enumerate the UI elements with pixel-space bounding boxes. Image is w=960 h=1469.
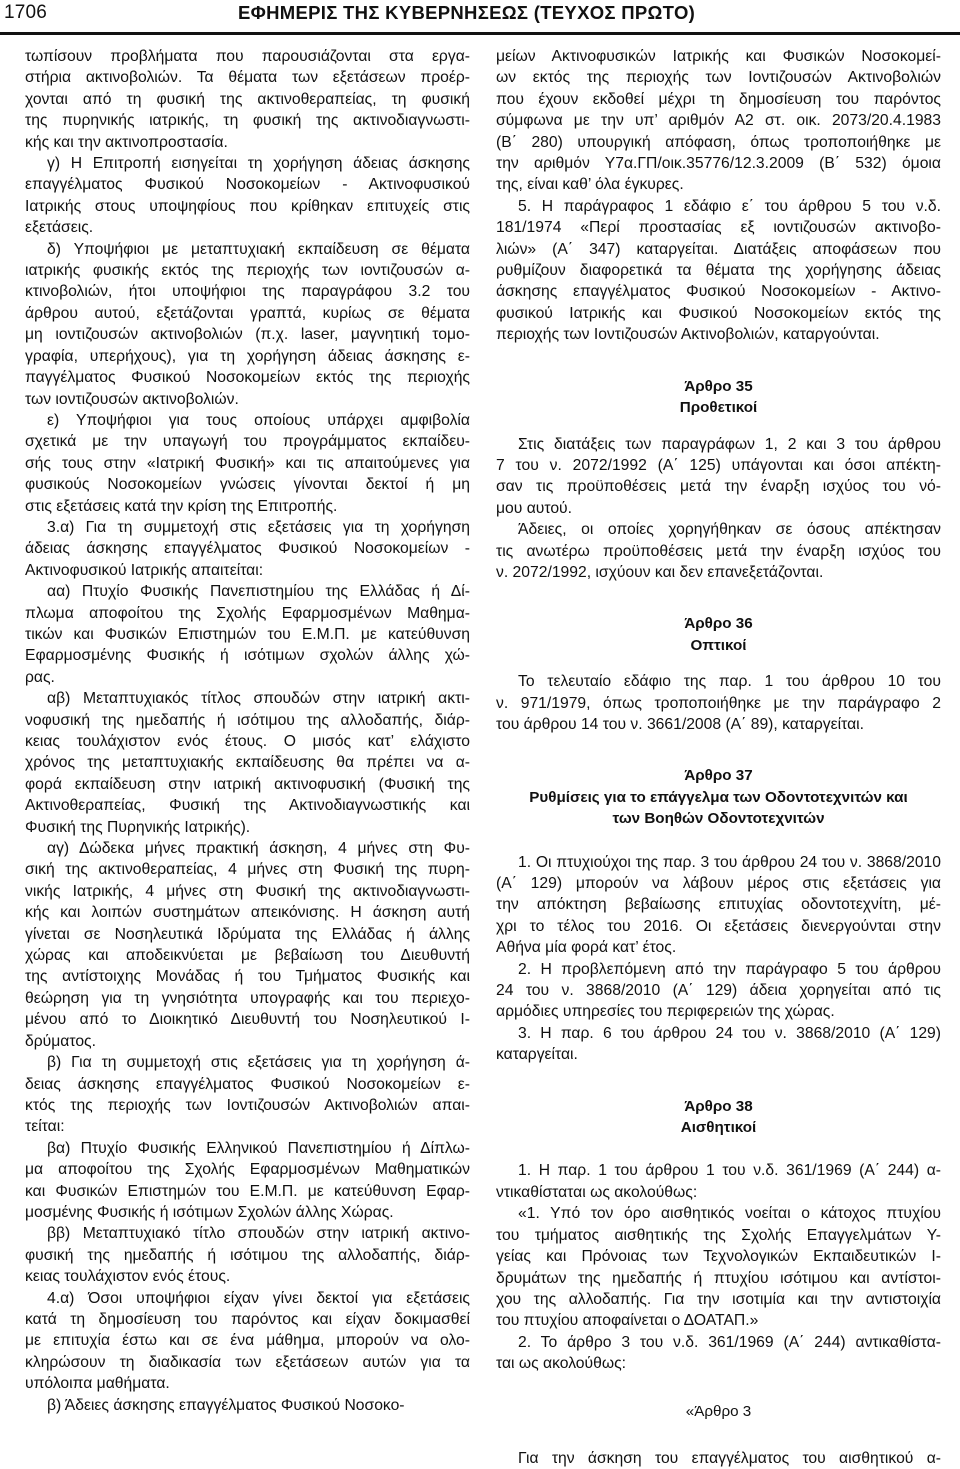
text-line: χονται από τη φυσική της ακτινοθεραπείας, τη φυσική	[25, 90, 470, 108]
article-38-title: Αισθητικοί	[680, 1119, 757, 1137]
spacer	[496, 583, 941, 613]
text-line: των ιοντιζουσών ακτινοβολιών.	[25, 390, 239, 408]
text-line: της, είναι καθ’ όλα έγκυρες.	[496, 176, 684, 194]
text-line: Άδειες, οι οποίες χορηγήθηκαν σε όσους απέκτησαν	[518, 521, 941, 539]
text-line: την απόκτηση βεβαίωσης επιτυχίας οδοντοτεχνίτη, μέ-	[496, 896, 941, 914]
spacer	[496, 346, 941, 376]
text-line: «1. Υπό τον όρο αισθητικός νοείται ο κάτοχος πτυχίου	[518, 1205, 941, 1223]
text-line: σαν τις προϋποθέσεις μετά την έναρξη ισχύος του νό-	[496, 478, 941, 496]
paragraph	[25, 1138, 470, 1224]
article-36-number: Άρθρο 36	[684, 615, 753, 633]
text-line: σύμφωνα με την υπ’ αριθμόν Α2 στ. οικ. 2073/20.4.1983	[496, 112, 941, 130]
paragraph	[25, 239, 470, 410]
text-line: ντικαθίσταται ως ακολούθως:	[496, 1183, 698, 1201]
text-line: χου της αλλοδαπής. Για την ισοτιμία και την αντιστοιχία	[496, 1290, 941, 1308]
text-line: πλωμα αποφοίτου της Σχολής Εφαρμοσμένων Μαθημα-	[25, 604, 470, 622]
text-line: Για την άσκηση του επαγγέλματος του αισθητικού α-	[518, 1449, 941, 1467]
text-line: δειας άσκησης επαγγέλματος Φυσικού Νοσοκομείων ε-	[25, 1075, 470, 1093]
text-line: τωπίσουν προβλήματα που παρουσιάζονται στα εργα-	[25, 48, 470, 65]
text-line: ββ) Μεταπτυχιακό τίτλο σπουδών στην ιατρική ακτινο-	[47, 1225, 470, 1243]
paragraph	[25, 581, 470, 688]
text-line: Εφαρμοσμένης Φυσικής ή ισότιμων σχολών άλλης χώ-	[25, 647, 470, 665]
article-35-number: Άρθρο 35	[684, 377, 753, 395]
text-line: ιατρικής φυσικής εκτός της περιοχής των ιοντιζουσών α-	[25, 262, 470, 280]
text-line: άδειας άσκησης επαγγέλματος Φυσικού Νοσοκομείων -	[25, 540, 470, 558]
paragraph	[25, 517, 470, 581]
text-line: νικής Ιατρικής, 4 μήνες στη Φυσική της ακτινοδιαγνωστι-	[25, 882, 470, 900]
text-line: (Β΄ 280) υπουργική απόφαση, όπως τροποποιήθηκε με	[496, 133, 941, 151]
text-line: κτινοβολιών, ήτοι υποψήφιοι της παραγράφου 3.2 του	[25, 283, 470, 301]
paragraph	[496, 434, 941, 520]
text-line: αβ) Μεταπτυχιακός τίτλος σπουδών στην ιατρική ακτι-	[47, 690, 470, 708]
text-line: 2. Το άρθρο 3 του ν.δ. 361/1969 (Α΄ 244) αντικαθίστα-	[518, 1333, 941, 1351]
text-line: μα αποφοίτου της Σχολής Εφαρμοσμένων Μαθηματικών	[25, 1161, 470, 1179]
left-column	[25, 46, 470, 1416]
text-line: χρόνος της μεταπτυχιακής εκπαίδευσης θα πρέπει να α-	[25, 754, 470, 772]
text-line: παγγέλματος Φυσικού Νοσοκομείων εκτός της περιοχής	[25, 369, 470, 387]
text-line: χώρας και αποδεικνύεται με βεβαίωση του Διευθυντή	[25, 947, 470, 965]
text-line: 4.α) Όσοι υποψήφιοι είχαν γίνει δεκτοί για εξετάσεις	[47, 1289, 470, 1307]
paragraph	[496, 1332, 941, 1375]
article-36-title: Οπτικοί	[690, 636, 747, 654]
text-line: ν. 971/1979, όπως τροποποιήθηκε με την παράγραφο 2	[496, 694, 941, 712]
text-line: φορά εκπαίδευση στην ιατρική ακτινοφυσική (Φυσική της	[25, 775, 470, 793]
text-line: της αντίστοιχης Μονάδας ή του Τμήματος Φυσικής και	[25, 968, 470, 986]
paragraph	[496, 852, 941, 959]
paragraph	[25, 410, 470, 517]
spacer	[496, 1066, 941, 1096]
text-line: βα) Πτυχίο Φυσικής Ελληνικού Πανεπιστημίου ή Δίπλω-	[47, 1139, 470, 1157]
paragraph	[496, 671, 941, 735]
text-line: Στις διατάξεις των παραγράφων 1, 2 και 3 του άρθρου	[518, 435, 941, 453]
text-line: κατά τη δημοσίευση του παρόντος και είχαν δοκιμασθεί	[25, 1310, 470, 1328]
text-line: δ) Υποψήφιοι με μεταπτυχιακή εκπαίδευση σε θέματα	[47, 240, 470, 258]
text-line: β) Άδειες άσκησης επαγγέλματος Φυσικού Νοσοκο-	[47, 1396, 405, 1414]
text-line: Φυσική της Πυρηνικής Ιατρικής).	[25, 818, 251, 836]
text-line: φυσική της ημεδαπής ή ισότιμου της αλλοδαπής, διάρ-	[25, 1246, 470, 1264]
spacer	[496, 830, 941, 852]
text-line: και Φυσικών Επιστημών του Ε.Μ.Π. με κατεύθυνση Εφαρ-	[25, 1182, 470, 1200]
gazette-title: ΕΦΗΜΕΡΙΣ ΤΗΣ ΚΥΒΕΡΝΗΣΕΩΣ (ΤΕΥΧΟΣ ΠΡΩΤΟ)	[238, 2, 696, 23]
text-line: 181/1974 «Περί προστασίας εξ ιοντιζουσών ακτινοβο-	[496, 219, 941, 237]
text-line: του πτυχίου αποφαίνεται ο ΔΟΑΤΑΠ.»	[496, 1312, 759, 1330]
spacer	[496, 656, 941, 671]
paragraph	[496, 46, 941, 196]
article-37-title: των Βοηθών Οδοντοτεχνιτών	[612, 810, 825, 828]
text-line: 24 του ν. 3868/2010 (Α΄ 129) άδεια χορηγείται από τις	[496, 982, 941, 1000]
text-line: ται ως ακολούθως:	[496, 1355, 627, 1373]
text-line: γίνεται σε Νοσηλευτικά Ιδρύματα της Ελλάδας ή άλλης	[25, 925, 470, 943]
text-line: στις εξετάσεις κατά την κρίση της Επιτροπής.	[25, 497, 338, 515]
text-line: τις ανωτέρω προϋποθέσεις μετά την έναρξη ισχύος του	[496, 542, 941, 560]
text-line: κής και λοιπών συστημάτων απεικόνισης. Η άσκηση αυτή	[25, 904, 470, 922]
text-line: Αθήνα μία φορά κατ’ έτος.	[496, 939, 677, 957]
article-35-title: Προθετικοί	[679, 399, 758, 417]
text-line: σής τους στην «Ιατρική Φυσική» και τις απαιτούμενες για	[25, 454, 470, 472]
text-line: 2. Η προβλεπόμενη από την παράγραφο 5 του άρθρου	[518, 960, 941, 978]
paragraph	[496, 196, 941, 346]
text-line: εξετάσεις.	[25, 219, 94, 237]
text-line: με επιτυχία έστω και σε ένα μάθημα, μπορούν να ολο-	[25, 1332, 470, 1350]
page-header	[0, 0, 960, 36]
text-line: φυσικούς Νοσοκομείων γνώσεις γίνονται δεκτοί ή μη	[25, 476, 470, 494]
text-line: κής και την ακτινοπροστασία.	[25, 133, 228, 151]
paragraph	[496, 1160, 941, 1203]
text-line: δρύματος.	[25, 1032, 96, 1050]
text-line: καταργείται.	[496, 1046, 578, 1064]
spacer	[496, 1422, 941, 1448]
text-line: δρυμάτων της ημεδαπής ή πτυχίου ισότιμου και αντίστοι-	[496, 1269, 941, 1287]
text-line: σχετικά με την υπαγωγή του προγράμματος εκπαίδευ-	[25, 433, 470, 451]
paragraph	[496, 1203, 941, 1331]
text-line: την αριθμόν Υ7α.ΓΠ/οικ.35776/12.3.2009 (Β΄ 532) όμοια	[496, 155, 941, 173]
text-line: ν. 2072/1992, ισχύουν και δεν επανεξετάζονται.	[496, 563, 824, 581]
article-37-number: Άρθρο 37	[684, 767, 753, 785]
quoted-article-heading: «Άρθρο 3	[685, 1402, 752, 1420]
text-line: ε) Υποψήφιοι για τους οποίους υπάρχει αμφιβολία	[47, 411, 470, 429]
text-line: άρθρου αυτού, εξετάζονται γραπτά, κυρίως σε θέματα	[25, 304, 470, 322]
text-line: φυσικού Ιατρικής και Φυσικού Νοσοκομείων εκτός της	[496, 304, 941, 322]
paragraph	[25, 153, 470, 239]
text-line: θεώρηση για τη γνησιότητα υπογραφής και του περιεχο-	[25, 989, 470, 1007]
text-line: (Α΄ 129) μπορούν να λάβουν μέρος στις εξετάσεις για	[496, 875, 941, 892]
text-line: της πυρηνικής ιατρικής, τη φυσική της ακτινοδιαγνωστι-	[25, 112, 470, 130]
paragraph	[25, 688, 470, 838]
text-line: σική της ακτινοθεραπείας, 4 μήνες στη Φυσική της πυρη-	[25, 861, 470, 879]
text-line: γείας και Πρόνοιας των Τεχνολογικών Εκπαιδευτικών Ι-	[496, 1248, 941, 1266]
text-line: γ) Η Επιτροπή εισηγείται τη χορήγηση άδειας άσκησης	[47, 155, 470, 173]
text-line: Ακτινοθεραπείας, Φυσική της Ακτινοδιαγνωστικής και	[25, 797, 470, 815]
text-line: μη ιοντιζουσών ακτινοβολιών (π.χ. laser, μαγνητική τομο-	[25, 326, 470, 344]
spacer	[496, 419, 941, 434]
text-line: 1. Οι πτυχιούχοι της παρ. 3 του άρθρου 24 του ν. 3868/2010	[518, 853, 941, 871]
text-line: ρυθμίζουν διαφορετικά τα θέματα της χορήγησης άδειας	[496, 262, 941, 280]
spacer	[496, 1138, 941, 1160]
article-37-title: Ρυθμίσεις για το επάγγελμα των Οδοντοτεχνιτών και	[529, 788, 908, 806]
paragraph	[496, 519, 941, 583]
text-line: χρι το τέλος του 2016. Οι εξετάσεις διενεργούνται στην	[496, 917, 941, 935]
text-line: 7 του ν. 2072/1992 (Α΄ 125) υπάγονται και όσοι απέκτη-	[496, 456, 941, 474]
text-line: κτός της περιοχής των Ιοντιζουσών Ακτινοβολιών απαι-	[25, 1096, 470, 1114]
text-line: στήρια ακτινοβολιών. Τα θέματα των εξετάσεων προέρ-	[25, 69, 470, 87]
right-column	[496, 46, 941, 1469]
paragraph	[496, 1023, 941, 1066]
text-line: 1. Η παρ. 1 του άρθρου 1 του ν.δ. 361/1969 (Α΄ 244) α-	[518, 1162, 941, 1180]
paragraph	[25, 1288, 470, 1395]
text-line: μείων Ακτινοφυσικών Ιατρικής και Φυσικών Νοσοκομεί-	[496, 48, 941, 65]
text-line: μοσμένης Φυσικής ή ισότιμων Σχολών άλλης Χώρας.	[25, 1203, 394, 1221]
text-line: λιών» (Α΄ 347) καταργείται. Διατάξεις αποφάσεων που	[496, 240, 941, 258]
paragraph	[25, 1395, 470, 1416]
text-line: Το τελευταίο εδάφιο της παρ. 1 του άρθρου 10 του	[518, 673, 941, 691]
text-line: κειας τουλάχιστον ενός έτους.	[25, 1268, 231, 1286]
text-line: αρμόδιες υπηρεσίες του περιφερειών της χώρας.	[496, 1003, 835, 1021]
header-rule	[0, 32, 960, 35]
text-line: ρας.	[25, 668, 55, 686]
text-line: μένου από το Διοικητικό Διευθυντή του Νοσηλευτικού Ι-	[25, 1011, 470, 1029]
text-line: κληρώσουν τη διαδικασία των εξετάσεων αυτών για τα	[25, 1353, 470, 1371]
spacer	[496, 1375, 941, 1401]
text-line: που έχουν εκδοθεί μέχρι τη δημοσίευση του παρόντος	[496, 90, 941, 108]
text-line: υπόλοιπα μαθήματα.	[25, 1375, 170, 1393]
text-line: περιοχής των Ιοντιζουσών Ακτινοβολιών, καταργούνται.	[496, 326, 880, 344]
paragraph	[496, 1448, 941, 1469]
text-line: μου αυτού.	[496, 499, 572, 517]
text-line: του άρθρου 14 του ν. 3661/2008 (Α΄ 89), καταργείται.	[496, 715, 865, 733]
paragraph	[25, 46, 470, 153]
text-line: του τμήματος αισθητικής της Σχολής Επαγγελμάτων Υ-	[496, 1226, 941, 1244]
text-line: Ιατρικής στους υποψηφίους που κρίθηκαν επιτυχείς στις	[25, 197, 470, 215]
text-line: νοφυσική της ημεδαπής ή ισότιμου της αλλοδαπής, διάρ-	[25, 711, 470, 729]
text-line: αγ) Δώδεκα μήνες πρακτική άσκηση, 4 μήνες στη Φυ-	[47, 840, 470, 858]
text-line: β) Για τη συμμετοχή στις εξετάσεις για τη χορήγηση ά-	[47, 1054, 470, 1072]
text-line: ων εκτός της περιοχής των Ιοντιζουσών Ακτινοβολιών	[496, 69, 941, 87]
text-line: γραφία, υπερήχους), για τη χορήγηση άδειας άσκησης ε-	[25, 347, 470, 365]
text-line: Ακτινοφυσικού Ιατρικής απαιτείται:	[25, 561, 264, 579]
article-38-number: Άρθρο 38	[684, 1097, 753, 1115]
text-line: κειας τουλάχιστον ενός έτους. Ο μισός κατ’ ελάχιστο	[25, 733, 470, 750]
text-line: τείται:	[25, 1118, 65, 1136]
text-line: τικών και Φυσικών Επιστημών του Ε.Μ.Π. με κατεύθυνση	[25, 625, 470, 643]
text-line: άσκησης επαγγέλματος Φυσικού Νοσοκομείων - Ακτινο-	[496, 283, 941, 301]
paragraph	[25, 838, 470, 1052]
text-line: επαγγέλματος Φυσικού Νοσοκομείων - Ακτινοφυσικού	[25, 176, 470, 194]
text-line: αα) Πτυχίο Φυσικής Πανεπιστημίου της Ελλάδας ή Δί-	[47, 583, 470, 601]
text-line: 3.α) Για τη συμμετοχή στις εξετάσεις για τη χορήγηση	[47, 518, 470, 536]
paragraph	[25, 1052, 470, 1138]
text-line: 3. Η παρ. 6 του άρθρου 24 του ν. 3868/2010 (Α΄ 129)	[518, 1024, 941, 1042]
text-line: 5. Η παράγραφος 1 εδάφιο ε΄ του άρθρου 5 του ν.δ.	[518, 197, 941, 215]
paragraph	[25, 1223, 470, 1287]
paragraph	[496, 959, 941, 1023]
spacer	[496, 735, 941, 765]
page-number: 1706	[4, 2, 48, 23]
